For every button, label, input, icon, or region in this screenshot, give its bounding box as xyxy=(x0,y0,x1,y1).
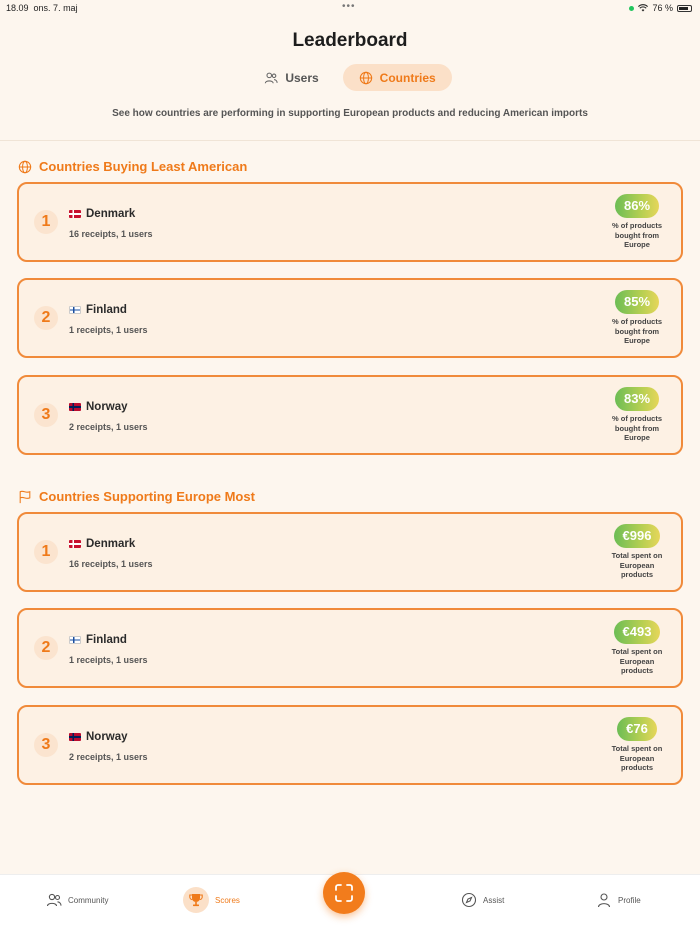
section-title-text: Countries Supporting Europe Most xyxy=(39,489,255,504)
country-name xyxy=(69,208,135,220)
nav-assist[interactable] xyxy=(461,892,504,908)
country-meta: 16 receipts, 1 users xyxy=(69,229,153,239)
country-label: Finland xyxy=(86,304,127,316)
users-icon xyxy=(264,71,278,85)
metric-label: % of products bought from Europe xyxy=(612,414,662,442)
norway-flag-icon xyxy=(69,733,81,741)
metric xyxy=(607,387,667,443)
multitasking-dots[interactable]: ••• xyxy=(342,1,356,12)
scan-icon xyxy=(334,883,354,903)
page-subtitle: See how countries are performing in supporting European products and reducing American imports xyxy=(112,108,588,119)
wifi-icon xyxy=(638,4,648,12)
section-title-least-american xyxy=(18,159,247,174)
metric-label: % of products bought from Europe xyxy=(612,221,662,249)
country-label: Norway xyxy=(86,731,128,743)
camera-indicator-icon xyxy=(629,6,634,11)
country-meta: 1 receipts, 1 users xyxy=(69,325,148,335)
metric-value-pill: €996 xyxy=(614,524,661,548)
metric-label: % of products bought from Europe xyxy=(612,317,662,345)
country-card[interactable] xyxy=(17,512,683,592)
nav-community[interactable] xyxy=(46,892,108,908)
country-card[interactable] xyxy=(17,375,683,455)
country-card[interactable] xyxy=(17,278,683,358)
country-card[interactable] xyxy=(17,705,683,785)
country-meta: 16 receipts, 1 users xyxy=(69,559,153,569)
tab-users-label: Users xyxy=(285,70,319,85)
metric xyxy=(607,194,667,250)
battery-icon xyxy=(677,5,692,12)
finland-flag-icon xyxy=(69,636,81,644)
compass-icon xyxy=(461,892,477,908)
nav-scores-label: Scores xyxy=(215,895,240,905)
scan-button[interactable] xyxy=(323,872,365,914)
country-name xyxy=(69,304,127,316)
country-meta: 2 receipts, 1 users xyxy=(69,422,148,432)
leaderboard-tabs xyxy=(0,64,700,91)
country-name xyxy=(69,634,127,646)
flag-icon xyxy=(18,490,32,504)
metric-label: Total spent on European products xyxy=(611,551,663,579)
metric-value-pill: €493 xyxy=(614,620,661,644)
denmark-flag-icon xyxy=(69,540,81,548)
header-divider xyxy=(0,140,700,141)
metric-value-pill: 86% xyxy=(615,194,659,218)
rank-badge: 2 xyxy=(34,636,58,660)
status-right xyxy=(629,3,692,13)
rank-badge: 1 xyxy=(34,210,58,234)
metric-label: Total spent on European products xyxy=(611,647,663,675)
rank-badge: 3 xyxy=(34,403,58,427)
metric-value-pill: 85% xyxy=(615,290,659,314)
metric-value-pill: 83% xyxy=(615,387,659,411)
rank-badge: 1 xyxy=(34,540,58,564)
tab-countries-label: Countries xyxy=(379,70,436,85)
tab-users[interactable] xyxy=(248,64,334,91)
country-name xyxy=(69,401,128,413)
country-meta: 2 receipts, 1 users xyxy=(69,752,148,762)
country-label: Denmark xyxy=(86,208,136,220)
country-label: Denmark xyxy=(86,538,136,550)
battery-percent: 76 % xyxy=(652,3,673,13)
finland-flag-icon xyxy=(69,306,81,314)
globe-icon xyxy=(359,71,373,85)
nav-profile-label: Profile xyxy=(618,895,641,905)
rank-badge: 3 xyxy=(34,733,58,757)
nav-assist-label: Assist xyxy=(483,895,505,905)
country-name xyxy=(69,731,128,743)
country-meta: 1 receipts, 1 users xyxy=(69,655,148,665)
users-icon xyxy=(46,892,62,908)
metric xyxy=(607,620,667,676)
country-name xyxy=(69,538,135,550)
status-bar xyxy=(0,0,700,16)
section-title-supporting-europe xyxy=(18,489,255,504)
metric xyxy=(607,524,667,580)
country-card[interactable] xyxy=(17,182,683,262)
page-title: Leaderboard xyxy=(292,30,408,51)
metric-label: Total spent on European products xyxy=(611,744,663,772)
nav-profile[interactable] xyxy=(596,892,641,908)
nav-scores[interactable] xyxy=(183,887,240,913)
metric xyxy=(607,290,667,346)
metric-value-pill: €76 xyxy=(617,717,657,741)
norway-flag-icon xyxy=(69,403,81,411)
status-time: 18.09 ons. 7. maj xyxy=(6,3,78,13)
nav-community-label: Community xyxy=(68,895,109,905)
tab-countries[interactable] xyxy=(343,64,452,91)
trophy-icon-bg xyxy=(183,887,209,913)
country-card[interactable] xyxy=(17,608,683,688)
country-label: Norway xyxy=(86,401,128,413)
trophy-icon xyxy=(188,892,204,908)
globe-icon xyxy=(18,160,32,174)
country-label: Finland xyxy=(86,634,127,646)
profile-icon xyxy=(596,892,612,908)
rank-badge: 2 xyxy=(34,306,58,330)
section-title-text: Countries Buying Least American xyxy=(39,159,248,174)
metric xyxy=(607,717,667,773)
denmark-flag-icon xyxy=(69,210,81,218)
